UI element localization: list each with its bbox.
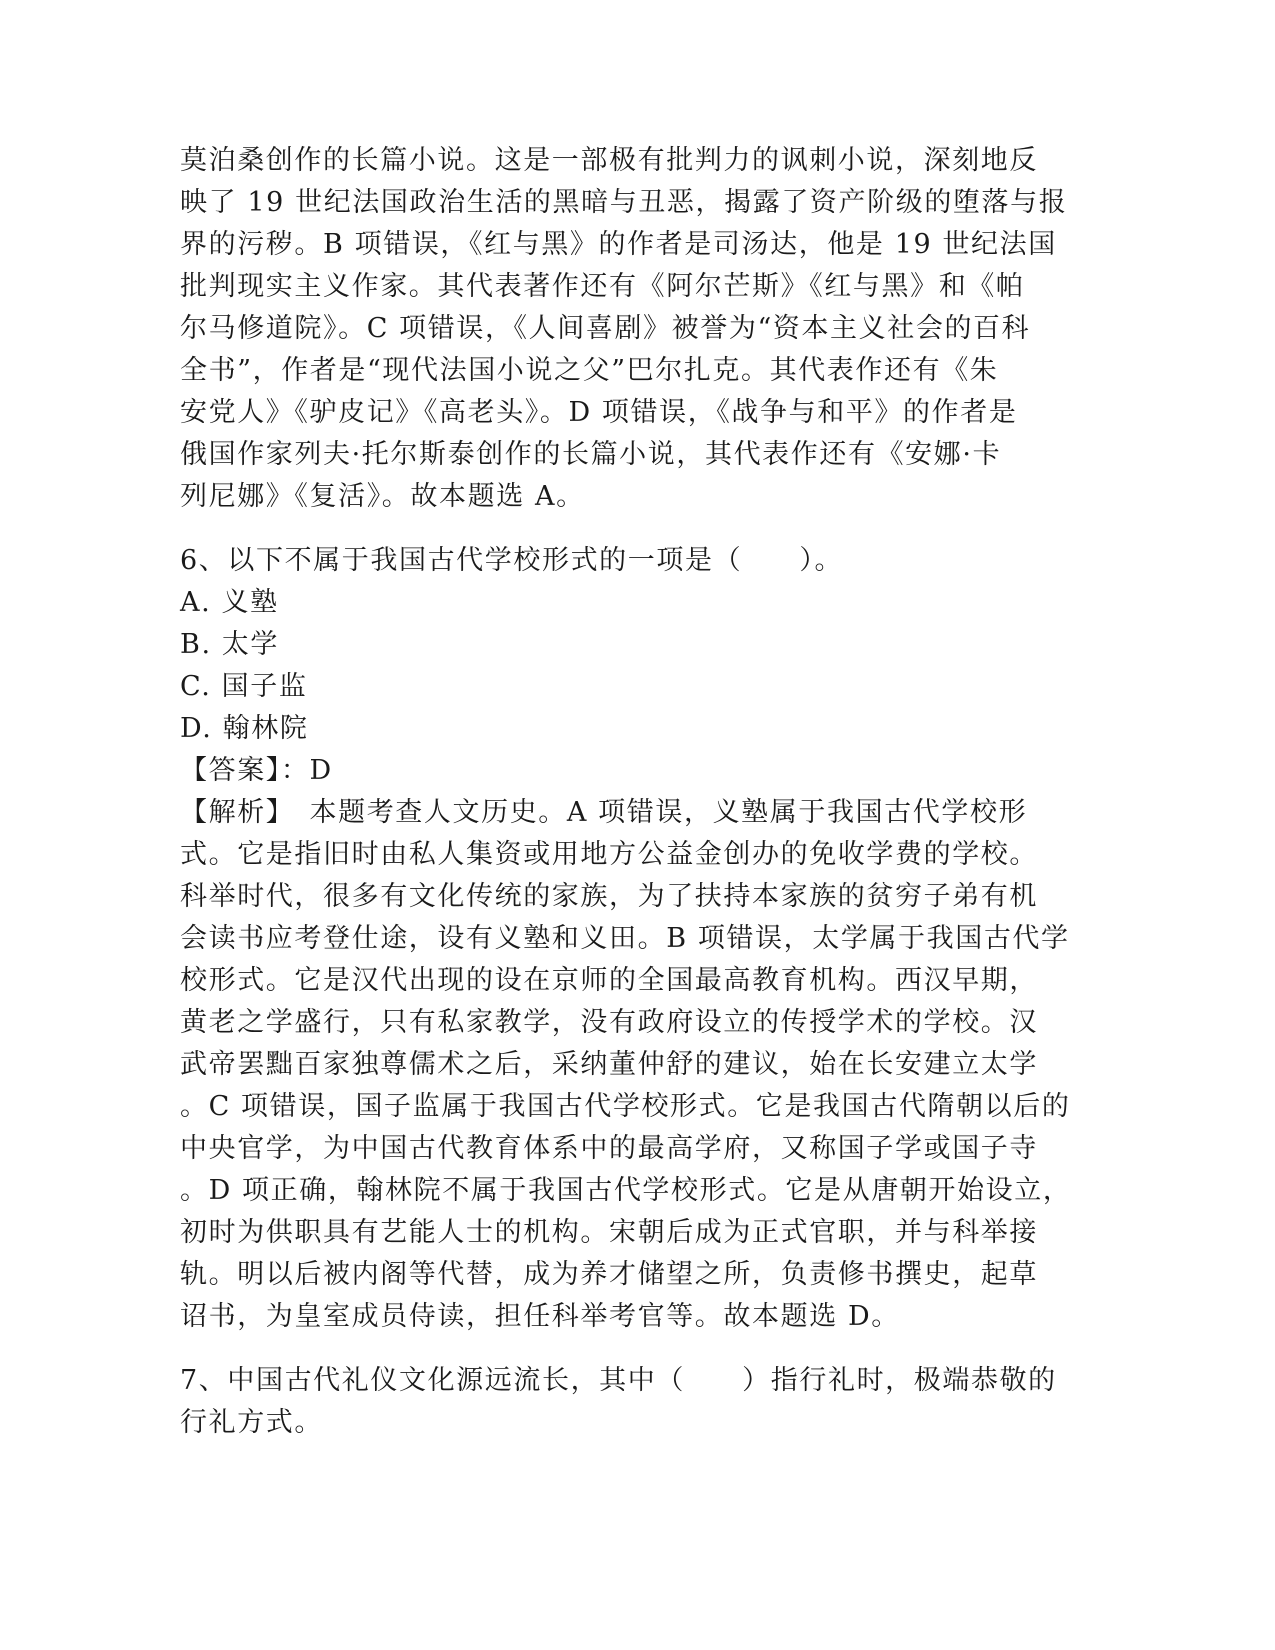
question-7 [180, 1360, 1057, 1444]
paragraph-line: 列尼娜》《复活》。故本题选 A。 [180, 481, 585, 512]
paragraph-line: 映了 19 世纪法国政治生活的黑暗与丑恶，揭露了资产阶级的堕落与报 [180, 187, 1068, 218]
paragraph-line: 尔马修道院》。C 项错误，《人间喜剧》被誉为“资本主义社会的百科 [180, 313, 1031, 344]
paragraph-line: 全书”，作者是“现代法国小说之父”巴尔扎克。其代表作还有《朱 [180, 355, 999, 386]
question-6 [180, 540, 1072, 1338]
explanation-line: 轨。明以后被内阁等代替，成为养才储望之所，负责修书撰史，起草 [180, 1259, 1038, 1290]
option-c: C. 国子监 [180, 671, 308, 702]
option-a: A. 义塾 [180, 587, 279, 618]
question-text: 行礼方式。 [180, 1407, 323, 1438]
explanation-line: 。D 项正确，翰林院不属于我国古代学校形式。它是从唐朝开始设立， [180, 1175, 1072, 1206]
paragraph-line: 界的污秽。B 项错误，《红与黑》的作者是司汤达，他是 19 世纪法国 [180, 229, 1057, 260]
explanation-line: 初时为供职具有艺能人士的机构。宋朝后成为正式官职，并与科举接 [180, 1217, 1038, 1248]
explanation-line: 武帝罢黜百家独尊儒术之后，采纳董仲舒的建议，始在长安建立太学 [180, 1049, 1038, 1080]
explanation-line: 。C 项错误，国子监属于我国古代学校形式。它是我国古代隋朝以后的 [180, 1091, 1071, 1122]
option-b: B. 太学 [180, 629, 280, 660]
answer-line: 【答案】：D [180, 755, 333, 786]
question-text: 6、以下不属于我国古代学校形式的一项是（ ）。 [180, 545, 844, 576]
question-text: 7、中国古代礼仪文化源远流长，其中（ ）指行礼时，极端恭敬的 [180, 1365, 1057, 1396]
explanation-line: 诏书，为皇室成员侍读，担任科举考官等。故本题选 D。 [180, 1301, 900, 1332]
explanation-line: 黄老之学盛行，只有私家教学，没有政府设立的传授学术的学校。汉 [180, 1007, 1038, 1038]
explanation-line: 【解析】 本题考查人文历史。A 项错误，义塾属于我国古代学校形 [180, 797, 1028, 828]
paragraph-line: 批判现实主义作家。其代表著作还有《阿尔芒斯》《红与黑》和《帕 [180, 271, 1025, 302]
section-gap [180, 1338, 1040, 1360]
explanation-line: 式。它是指旧时由私人集资或用地方公益金创办的免收学费的学校。 [180, 839, 1038, 870]
explanation-line: 会读书应考登仕途，设有义塾和义田。B 项错误，太学属于我国古代学 [180, 923, 1070, 954]
explanation-line: 科举时代，很多有文化传统的家族，为了扶持本家族的贫穷子弟有机 [180, 881, 1038, 912]
paragraph-line: 莫泊桑创作的长篇小说。这是一部极有批判力的讽刺小说，深刻地反 [180, 145, 1038, 176]
paragraph-line: 俄国作家列夫·托尔斯泰创作的长篇小说，其代表作还有《安娜·卡 [180, 439, 1002, 470]
q5-explanation [180, 140, 1068, 518]
option-d: D. 翰林院 [180, 713, 309, 744]
paragraph-line: 安党人》《驴皮记》《高老头》。D 项错误，《战争与和平》的作者是 [180, 397, 1018, 428]
section-gap [180, 518, 1040, 540]
explanation-line: 中央官学，为中国古代教育体系中的最高学府，又称国子学或国子寺 [180, 1133, 1038, 1164]
document-page [180, 140, 1072, 1444]
explanation-line: 校形式。它是汉代出现的设在京师的全国最高教育机构。西汉早期， [180, 965, 1038, 996]
